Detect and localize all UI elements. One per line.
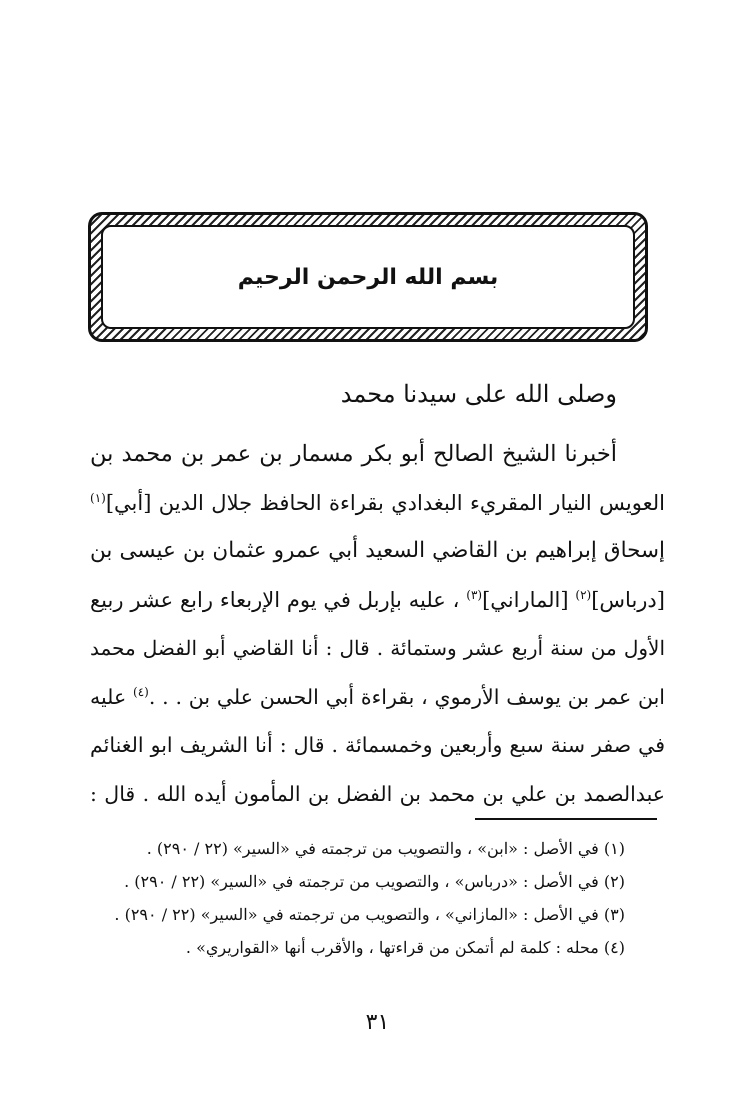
footnote-4: (٤) محله : كلمة لم أتمكن من قراءتها ، والأقرب أنها «القواريري» . xyxy=(185,938,625,957)
salutation-line: وصلى الله على سيدنا محمد xyxy=(340,380,617,408)
footnote-marker: (١) xyxy=(90,490,106,505)
body-text xyxy=(90,430,665,818)
footnotes xyxy=(105,832,625,964)
body-line-text: الأول من سنة أربع عشر وستمائة . قال : أنا القاضي أبو الفضل محمد xyxy=(90,636,665,660)
footnote-marker: (٤) xyxy=(133,684,149,699)
body-line-text: العويس النيار المقريء البغدادي بقراءة الحافظ جلال الدين [أبي] xyxy=(105,490,665,515)
footnote-2: (٢) في الأصل : «درباس» ، والتصويب من ترجمته في «السير» (٢٢ / ٢٩٠) . xyxy=(124,872,625,891)
body-line-text: عبدالصمد بن علي بن محمد بن الفضل بن المأمون أيده الله . قال : xyxy=(90,781,665,806)
basmala-heading: بسم الله الرحمن الرحيم xyxy=(237,264,499,290)
body-line-text: [درباس] xyxy=(591,587,665,612)
body-line-text: ابن عمر بن يوسف الأرموي ، بقراءة أبي الحسن علي بن . . . xyxy=(148,684,666,709)
body-line-text: أخبرنا الشيخ الصالح أبو بكر مسمار بن عمر بن محمد بن xyxy=(90,441,617,467)
body-line-text: عليه xyxy=(90,684,133,709)
body-line-5 xyxy=(90,624,665,673)
body-line-text: إسحاق إبراهيم بن القاضي السعيد أبي عمرو عثمان بن عيسى بن xyxy=(90,538,665,563)
footnote-3: (٣) في الأصل : «المازاني» ، والتصويب من ترجمته في «السير» (٢٢ / ٢٩٠) . xyxy=(114,905,625,924)
body-line-2 xyxy=(90,479,665,528)
body-line-8 xyxy=(90,770,665,819)
footnote-marker: (٢) xyxy=(575,587,592,602)
footnote-marker: (٣) xyxy=(466,587,483,602)
body-line-text: في صفر سنة سبع وأربعين وخمسمائة . قال : أنا الشريف ابو الغنائم xyxy=(90,733,665,757)
body-line-4 xyxy=(90,576,665,625)
body-line-7 xyxy=(90,721,665,770)
body-line-6 xyxy=(90,673,665,722)
footnote-separator xyxy=(475,818,657,820)
page-number: ٣١ xyxy=(365,1010,390,1035)
body-line-3 xyxy=(90,527,665,576)
body-line-1 xyxy=(90,430,665,479)
body-line-text: ، عليه بإربل في يوم الإربعاء رابع عشر ربيع xyxy=(90,587,467,612)
body-line-text: [الماراني] xyxy=(482,587,576,612)
footnote-1: (١) في الأصل : «ابن» ، والتصويب من ترجمته في «السير» (٢٢ / ٢٩٠) . xyxy=(146,839,625,858)
ornamental-header-frame xyxy=(88,212,648,342)
header-frame-inner xyxy=(101,225,635,329)
